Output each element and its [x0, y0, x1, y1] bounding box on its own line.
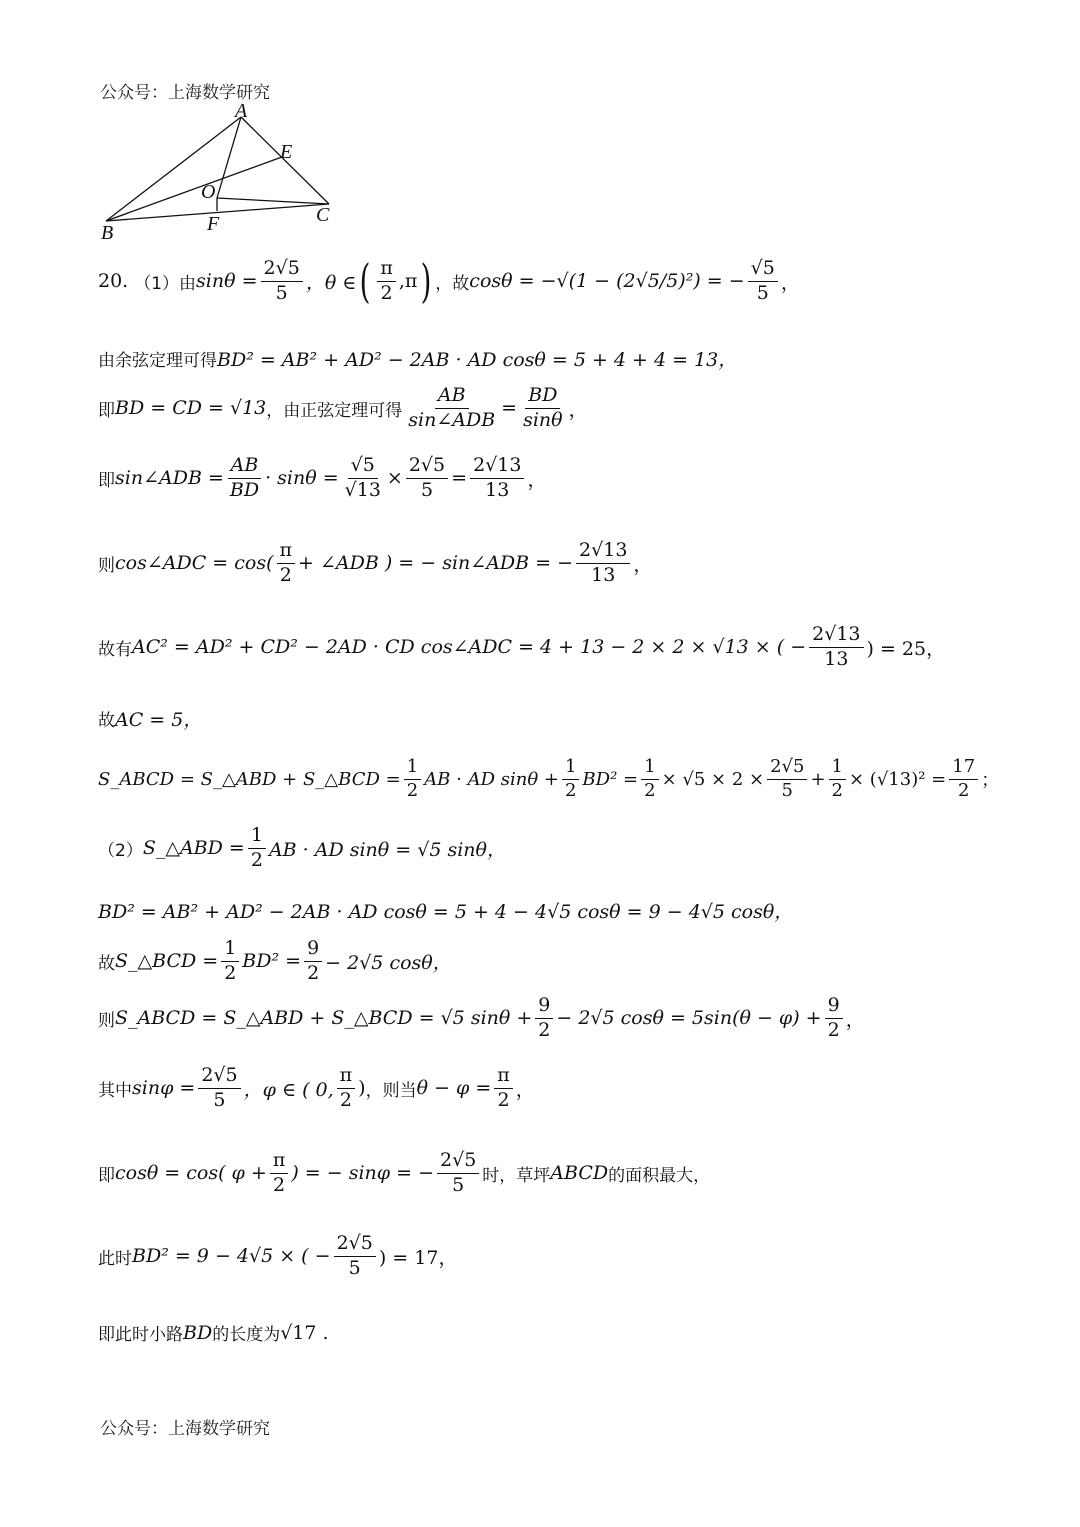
- math-text: BD: [183, 1321, 213, 1344]
- math-text: cosθ = −√(1 − (2√5/5)²) = −: [469, 270, 745, 293]
- fraction: $\frac{2√13}{13}$: [576, 540, 630, 587]
- cn-text: 的长度为: [212, 1325, 281, 1345]
- math-text: ) = − sinφ = −: [291, 1162, 434, 1185]
- cn-text: 的面积最大，: [608, 1165, 711, 1186]
- solution-line-8: [98, 757, 999, 801]
- math-text: S_ABCD = S_△ABD + S_△BCD =: [98, 768, 401, 790]
- part-label: （1）由: [134, 273, 197, 294]
- math-text: − 2√5 cosθ = 5sin(θ − φ) +: [556, 1007, 822, 1030]
- solution-line-10: [98, 897, 793, 924]
- paren-open: (: [359, 254, 371, 309]
- math-text: ，: [527, 468, 547, 491]
- cn-text: 故: [98, 953, 115, 974]
- math-text: BD = CD = √13: [115, 397, 267, 420]
- cn-text: 即: [98, 400, 115, 421]
- cn-text: 故有: [98, 639, 132, 660]
- math-text: AB · AD sinθ +: [424, 768, 559, 790]
- math-text: =: [501, 397, 518, 420]
- solution-line-15: [98, 1233, 457, 1280]
- solution-line-12: [98, 995, 865, 1042]
- math-text: cos∠ADC = cos(: [115, 552, 274, 575]
- cn-text: 则: [98, 1010, 115, 1031]
- math-text: × √5 × 2 ×: [661, 768, 765, 790]
- math-text: ，: [845, 1008, 865, 1031]
- cn-text: ，则当: [365, 1080, 417, 1101]
- fraction: $\frac{2√5}{5}$: [767, 757, 807, 801]
- fraction: $\frac{2√13}{13}$: [470, 455, 524, 502]
- fraction: $\frac{\pi}{2}$: [337, 1065, 356, 1112]
- fraction: $\frac{√5}{√13}$: [344, 454, 381, 501]
- math-text: cosθ = cos( φ +: [115, 1162, 267, 1185]
- math-text: sinφ =: [132, 1077, 196, 1100]
- fraction: $\frac{2√13}{13}$: [809, 624, 863, 671]
- segment-be: [106, 157, 282, 221]
- fraction: $\frac{2√5}{5}$: [437, 1150, 479, 1197]
- solution-line-16: [98, 1320, 329, 1345]
- fraction: $\frac{2√5}{5}$: [198, 1065, 240, 1112]
- fraction: $\frac{AB}{\text{sin∠ADB}}$: [408, 384, 496, 431]
- math-text: =: [451, 467, 468, 490]
- solution-line-7: [98, 705, 202, 732]
- math-text: S_△ABD =: [142, 837, 245, 860]
- point-label-e: E: [280, 141, 293, 163]
- fraction: $\frac{1}{2}$: [829, 757, 846, 801]
- page-header-source: 公众号：上海数学研究: [100, 83, 270, 103]
- math-text: θ − φ =: [416, 1077, 492, 1100]
- math-text: S_△BCD =: [115, 950, 219, 973]
- fraction: $\frac{2√5}{5}$: [334, 1233, 376, 1280]
- fraction: $\frac{2√5}{5}$: [261, 258, 303, 305]
- math-text: sin∠ADB =: [115, 467, 224, 490]
- fraction: $\frac{AB}{BD}$: [227, 455, 262, 502]
- fraction: $\frac{1}{2}$: [221, 938, 239, 985]
- cn-text: 由余弦定理可得: [98, 351, 217, 371]
- paren-close: ): [420, 254, 432, 309]
- solution-line-1: [98, 254, 800, 309]
- cn-text: 则: [98, 555, 115, 576]
- math-text: ，: [780, 271, 800, 294]
- math-text: ，φ ∈ ( 0,: [243, 1078, 334, 1101]
- math-text: ) = 17，: [378, 1246, 458, 1269]
- math-text: BD² = AB² + AD² − 2AB · AD cosθ = 5 + 4 + 4 = 13，: [217, 349, 738, 371]
- math-text: ABCD: [550, 1162, 609, 1185]
- math-text: ，: [515, 1078, 535, 1101]
- fraction: $\frac{BD}{\sin\theta}$: [523, 384, 563, 431]
- fraction: $\frac{1}{2}$: [404, 757, 421, 801]
- solution-line-13: [98, 1065, 535, 1112]
- math-text: ；: [981, 770, 1000, 792]
- solution-line-6: [98, 624, 945, 671]
- cn-text: 此时: [98, 1248, 132, 1269]
- cn-text: 即此时小路: [98, 1325, 183, 1345]
- cn-text: 时，草坪: [482, 1165, 551, 1186]
- point-label-o: O: [201, 181, 216, 203]
- point-label-a: A: [235, 100, 248, 122]
- math-text: sinθ =: [196, 270, 258, 293]
- cn-text: 即: [98, 470, 115, 491]
- math-text: √17 .: [280, 1321, 329, 1344]
- solution-line-5: [98, 540, 652, 587]
- problem-number: 20.: [98, 270, 129, 293]
- fraction: $\frac{1}{2}$: [641, 757, 658, 801]
- math-text: ，: [633, 553, 653, 576]
- cn-text: ，由正弦定理可得: [266, 400, 403, 421]
- math-text: AC² = AD² + CD² − 2AD · CD cos∠ADC = 4 + 13 − 2 × 2 × √13 × ( −: [132, 636, 807, 659]
- math-text: ，: [568, 398, 588, 421]
- fraction: $\frac{\pi}{2}$: [277, 540, 296, 587]
- part-label: （2）: [98, 840, 143, 861]
- math-text: − 2√5 cosθ，: [325, 951, 452, 974]
- fraction: $\frac{1}{2}$: [248, 825, 266, 872]
- solution-line-11: [98, 938, 452, 985]
- math-text: × (√13)² =: [849, 768, 947, 790]
- math-text: S_ABCD = S_△ABD + S_△BCD = √5 sinθ +: [115, 1007, 533, 1030]
- math-text: ×: [386, 467, 403, 490]
- page-footer-source: 公众号：上海数学研究: [100, 1419, 270, 1439]
- fraction: $\frac{9}{2}$: [825, 995, 843, 1042]
- math-text: ): [358, 1077, 366, 1100]
- cn-text: ，故: [435, 273, 470, 294]
- fraction: $\frac{2√5}{5}$: [406, 455, 448, 502]
- solution-line-3: [98, 385, 588, 432]
- math-text: AB · AD sinθ = √5 sinθ，: [268, 838, 506, 861]
- segment-ao: [217, 117, 241, 198]
- triangle-figure: [95, 100, 355, 245]
- segment-oc: [217, 198, 329, 204]
- math-text: ,π: [398, 270, 418, 293]
- math-text: AC = 5，: [115, 709, 203, 731]
- math-text: ) = 25，: [866, 637, 946, 660]
- math-text: BD² =: [242, 950, 302, 973]
- math-text: +: [810, 768, 826, 790]
- fraction: $\frac{\pi}{2}$: [270, 1150, 289, 1197]
- cn-text: 即: [98, 1165, 115, 1186]
- solution-line-4: [98, 455, 546, 502]
- fraction: $\frac{\pi}{2}$: [494, 1065, 513, 1112]
- fraction: $\frac{9}{2}$: [304, 938, 322, 985]
- solution-line-14: [98, 1150, 710, 1197]
- math-text: ，θ ∈: [305, 271, 357, 294]
- math-text: BD² = 9 − 4√5 × ( −: [132, 1245, 331, 1268]
- math-text: · sinθ =: [265, 467, 339, 490]
- math-text: BD² =: [582, 768, 639, 790]
- fraction: $\frac{17}{2}$: [949, 757, 978, 801]
- point-label-c: C: [316, 204, 330, 226]
- fraction: $\frac{1}{2}$: [562, 757, 579, 801]
- cn-text: 故: [98, 711, 115, 731]
- fraction: $\frac{9}{2}$: [535, 995, 553, 1042]
- segment-ab: [106, 117, 241, 221]
- fraction: $\frac{\pi}{2}$: [377, 258, 396, 305]
- cn-text: 其中: [98, 1080, 132, 1101]
- solution-line-2: [98, 345, 737, 372]
- solution-line-9: [98, 825, 506, 872]
- fraction: $\frac{√5}{5}$: [748, 258, 778, 305]
- math-text: + ∠ADB ) = − sin∠ADB = −: [298, 552, 574, 575]
- point-label-b: B: [101, 222, 114, 244]
- math-text: BD² = AB² + AD² − 2AB · AD cosθ = 5 + 4 − 4√5 cosθ = 9 − 4√5 cosθ，: [98, 901, 794, 923]
- point-label-f: F: [207, 213, 220, 235]
